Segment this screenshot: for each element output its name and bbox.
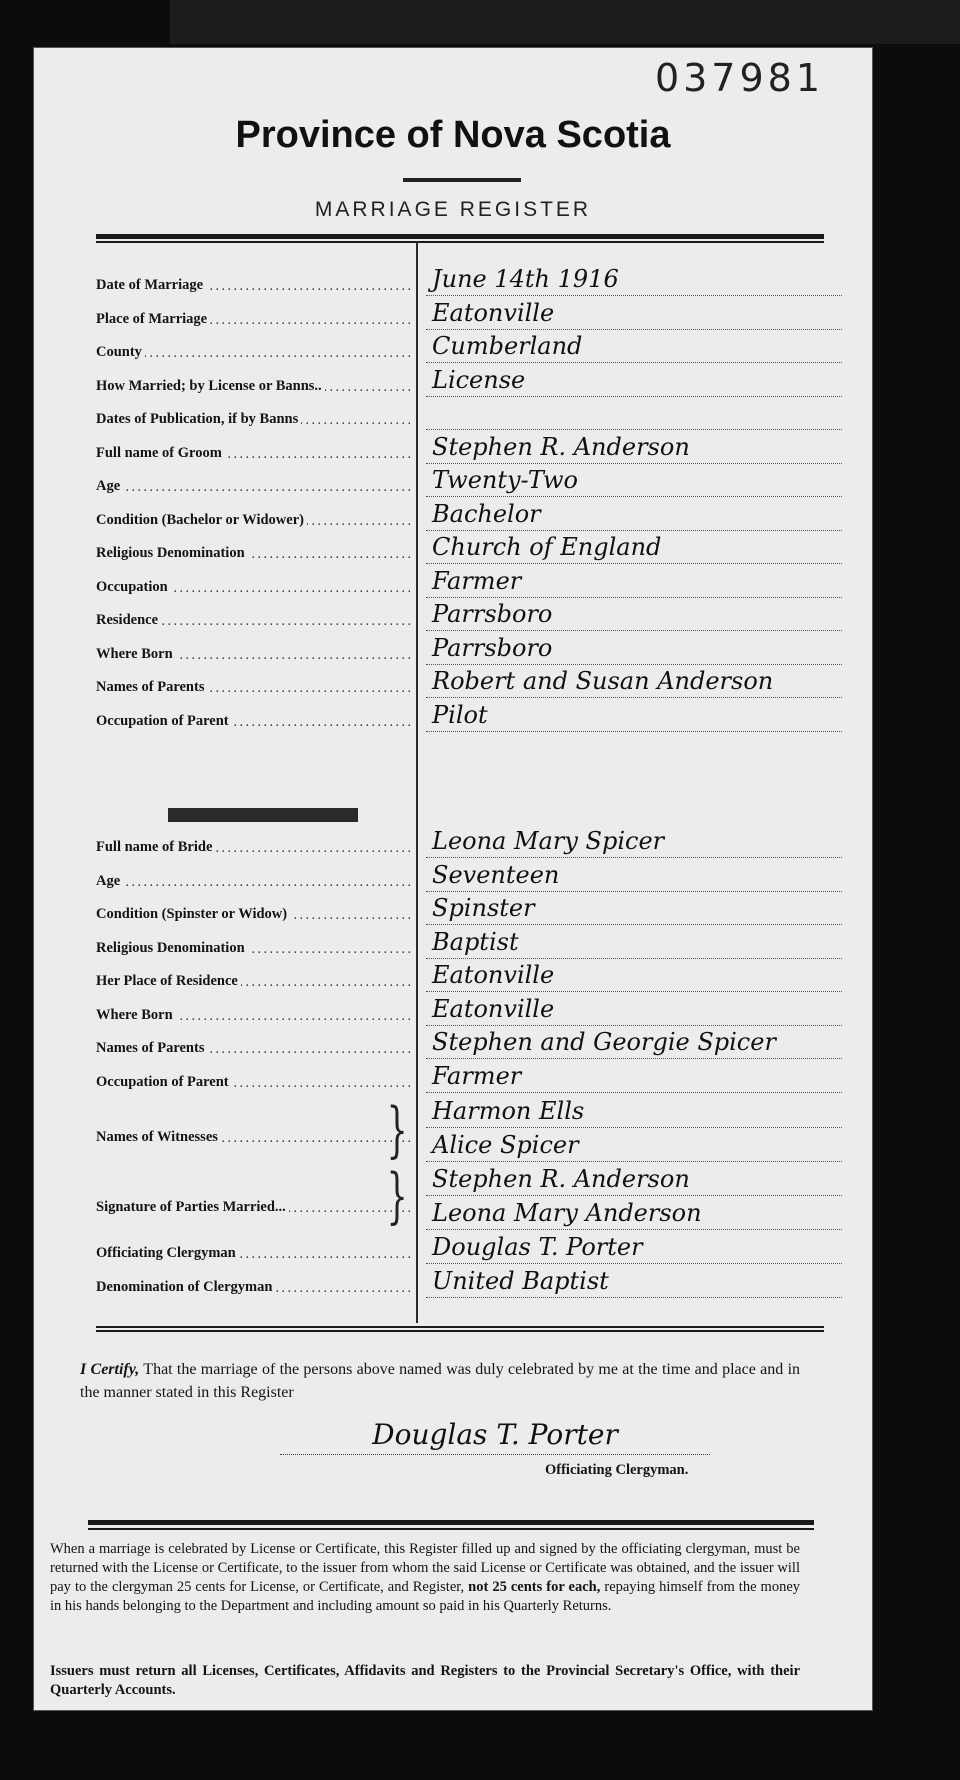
groom-field-value[interactable]: Bachelor	[426, 496, 842, 531]
groom-field-row	[34, 465, 872, 497]
bride-field-row	[34, 860, 872, 892]
notice-part-2: repaying himself from the money in his hands belonging to the Department and including amount so paid in his Quarterly Returns.	[50, 1579, 801, 1614]
document-number: 037981	[654, 56, 824, 100]
bride-field-value[interactable]: Baptist	[426, 924, 842, 959]
notice-rule-thin	[88, 1528, 814, 1530]
bride-field-label: Condition (Spinster or Widow) . . .	[96, 906, 414, 923]
groom-field-label: How Married; by License or Banns.. . . .	[96, 378, 414, 395]
bride-section-divider	[168, 808, 358, 822]
groom-field-label: Religious Denomination . . .	[96, 545, 414, 562]
bride-field-row	[34, 893, 872, 925]
groom-field-value[interactable]: Twenty-Two	[426, 462, 842, 497]
groom-field-row	[34, 264, 872, 296]
parties-label: Signature of Parties Married... . . .	[96, 1199, 414, 1216]
party-row-2	[34, 1198, 872, 1230]
notice-text	[50, 1540, 800, 1616]
groom-field-row	[34, 499, 872, 531]
groom-field-label: Residence . . .	[96, 612, 414, 629]
bride-field-label: Age . . .	[96, 873, 414, 890]
groom-field-row	[34, 298, 872, 330]
groom-field-row	[34, 666, 872, 698]
header-rule	[96, 234, 824, 239]
groom-field-value[interactable]: Stephen R. Anderson	[426, 429, 842, 464]
groom-field-value[interactable]: Cumberland	[426, 328, 842, 363]
groom-field-row	[34, 700, 872, 732]
groom-field-label: Age . . .	[96, 478, 414, 495]
groom-field-label: Occupation of Parent . . .	[96, 713, 414, 730]
groom-field-row	[34, 398, 872, 430]
bride-field-label: Names of Parents . . .	[96, 1040, 414, 1057]
groom-field-label: Place of Marriage . . .	[96, 311, 414, 328]
bride-field-value[interactable]: Spinster	[426, 890, 842, 925]
groom-field-value[interactable]: Church of England	[426, 529, 842, 564]
bride-field-row	[34, 927, 872, 959]
certify-lead: I Certify,	[80, 1361, 140, 1378]
groom-field-row	[34, 599, 872, 631]
bride-field-label: Her Place of Residence . . .	[96, 973, 414, 990]
groom-field-label: Dates of Publication, if by Banns . . .	[96, 411, 414, 428]
clergy-field-row	[34, 1232, 872, 1264]
bride-field-value[interactable]: Eatonville	[426, 991, 842, 1026]
party-1-signature[interactable]: Stephen R. Anderson	[426, 1161, 842, 1196]
bride-field-label: Occupation of Parent . . .	[96, 1074, 414, 1091]
groom-field-row	[34, 633, 872, 665]
bride-field-row	[34, 1061, 872, 1093]
witness-1-value[interactable]: Harmon Ells	[426, 1093, 842, 1128]
groom-field-value[interactable]: June 14th 1916	[426, 261, 842, 296]
groom-field-value[interactable]: License	[426, 362, 842, 397]
certify-body: That the marriage of the persons above named was duly celebrated by me at the time and place and in the manner stated in this Register	[80, 1361, 801, 1401]
groom-field-label: Names of Parents . . .	[96, 679, 414, 696]
bride-field-row	[34, 960, 872, 992]
bride-field-value[interactable]: Farmer	[426, 1058, 842, 1093]
bride-field-row	[34, 994, 872, 1026]
page-subtitle: MARRIAGE REGISTER	[314, 198, 592, 221]
groom-field-value[interactable]: Eatonville	[426, 295, 842, 330]
groom-field-label: Occupation . . .	[96, 579, 414, 596]
bride-field-value[interactable]: Seventeen	[426, 857, 842, 892]
bride-field-value[interactable]: Eatonville	[426, 957, 842, 992]
clergy-field-value[interactable]: United Baptist	[426, 1263, 842, 1298]
groom-field-row	[34, 566, 872, 598]
witnesses-label: Names of Witnesses . . .	[96, 1129, 414, 1146]
groom-field-label: Full name of Groom . . .	[96, 445, 414, 462]
bride-field-row	[34, 826, 872, 858]
scan-border-top	[170, 0, 960, 44]
groom-field-value[interactable]: Robert and Susan Anderson	[426, 663, 842, 698]
witness-2-value[interactable]: Alice Spicer	[426, 1127, 842, 1162]
groom-field-row	[34, 532, 872, 564]
bride-field-value[interactable]: Leona Mary Spicer	[426, 823, 842, 858]
bride-field-label: Where Born . . .	[96, 1007, 414, 1024]
groom-field-row	[34, 365, 872, 397]
groom-field-value[interactable]: Farmer	[426, 563, 842, 598]
footer-instructions: Issuers must return all Licenses, Certificates, Affidavits and Registers to the Provincial Secretary's Office, with their Quarterly Accounts.	[50, 1663, 800, 1698]
groom-field-row	[34, 432, 872, 464]
clergy-signature[interactable]: Douglas T. Porter	[280, 1416, 710, 1455]
notice-part-1: When a marriage is celebrated by License or Certificate, this Register filled up and signed by the officiating clergyman, must be returned with the License or Certificate, to the issuer from whom the said License or Certificate was obtained, and the issuer will pay to the clergyman 25 cents for License, or Certificate, and Register,	[50, 1541, 800, 1595]
groom-field-value[interactable]: Parrsboro	[426, 596, 842, 631]
groom-field-label: Where Born . . .	[96, 646, 414, 663]
witness-row-1	[34, 1096, 872, 1128]
groom-field-value[interactable]: Pilot	[426, 697, 842, 732]
parties-brace: }	[386, 1161, 408, 1231]
certification-text	[80, 1358, 800, 1404]
groom-field-value[interactable]	[426, 395, 842, 430]
groom-field-label: Condition (Bachelor or Widower) . . .	[96, 512, 414, 529]
header-rule-thin	[96, 241, 824, 243]
bride-field-row	[34, 1027, 872, 1059]
certify-rule-top-2	[96, 1330, 824, 1332]
groom-field-label: County . . .	[96, 344, 414, 361]
clergy-field-value[interactable]: Douglas T. Porter	[426, 1229, 842, 1264]
bride-field-value[interactable]: Stephen and Georgie Spicer	[426, 1024, 842, 1059]
clergy-field-row	[34, 1266, 872, 1298]
groom-field-value[interactable]: Parrsboro	[426, 630, 842, 665]
clergy-field-label: Officiating Clergyman . . .	[96, 1245, 414, 1262]
bride-field-label: Religious Denomination . . .	[96, 940, 414, 957]
party-row-1	[34, 1164, 872, 1196]
certify-rule-top	[96, 1326, 824, 1328]
title-divider	[403, 178, 521, 182]
witness-brace: }	[386, 1095, 408, 1165]
clergy-field-label: Denomination of Clergyman . . .	[96, 1279, 414, 1296]
notice-rule	[88, 1520, 814, 1525]
party-2-signature[interactable]: Leona Mary Anderson	[426, 1195, 842, 1230]
register-form	[34, 48, 872, 1710]
clergy-signature-caption: Officiating Clergyman.	[545, 1462, 689, 1478]
witness-row-2	[34, 1130, 872, 1162]
groom-field-row	[34, 331, 872, 363]
page-title: Province of Nova Scotia	[235, 114, 671, 156]
bride-field-label: Full name of Bride . . .	[96, 839, 414, 856]
groom-field-label: Date of Marriage . . .	[96, 277, 414, 294]
notice-bold: not 25 cents for each,	[468, 1579, 601, 1595]
